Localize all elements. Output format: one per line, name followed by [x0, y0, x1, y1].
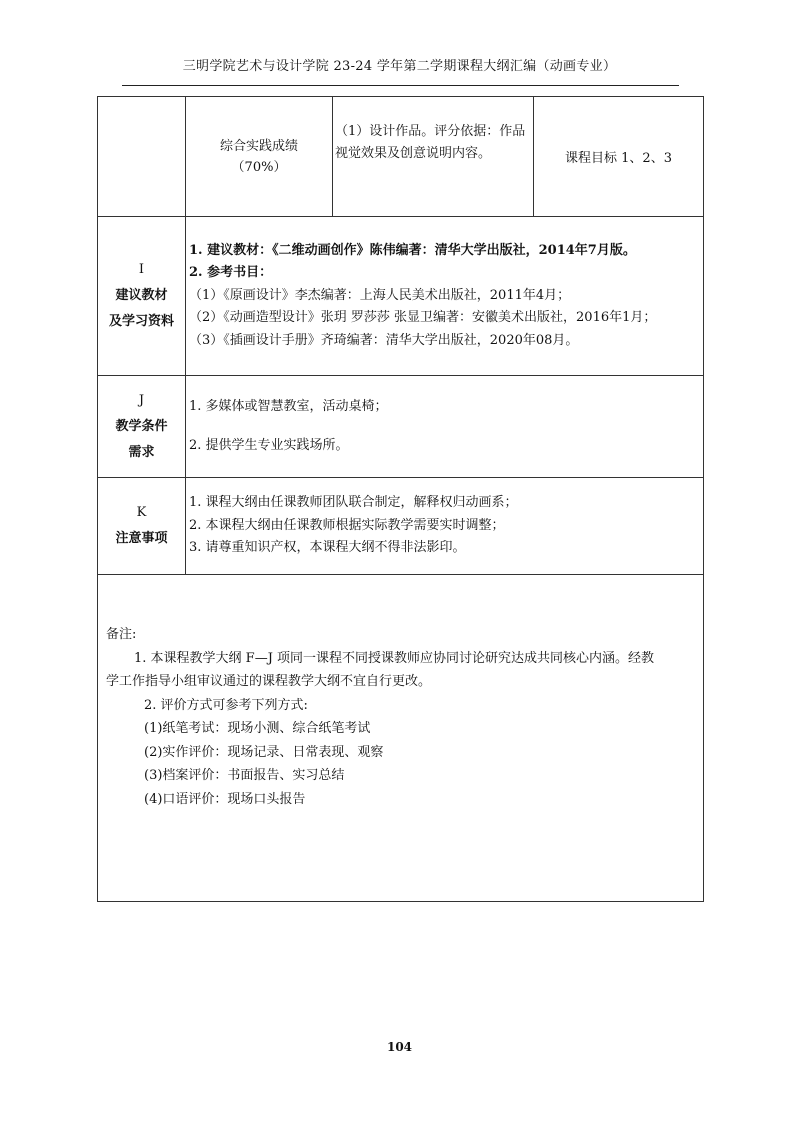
assessment-basis-line: （1）设计作品。评分依据：作品 [335, 124, 526, 139]
textbook-label-cell [98, 217, 186, 376]
section-label: 建议教材 [115, 288, 168, 303]
remarks-heading: 备注: [106, 627, 137, 642]
notice-label-cell [98, 478, 186, 575]
header-divider [122, 85, 679, 86]
section-letter: I [138, 262, 145, 277]
condition-line: 2. 提供学生专业实践场所。 [189, 437, 349, 453]
textbook-line: 1. 建议教材：《二维动画创作》陈伟编著：清华大学出版社，2014年7月版。 [189, 242, 636, 258]
conditions-content-cell [186, 376, 704, 478]
notice-line: 2. 本课程大纲由任课教师根据实际教学需要实时调整； [189, 517, 505, 533]
assessment-item-name: 综合实践成绩 [219, 138, 298, 154]
evaluation-method: (1)纸笔考试：现场小测、综合纸笔考试 [144, 721, 371, 736]
assessment-item-cell [186, 97, 333, 217]
remarks-cell [98, 575, 704, 902]
textbook-content-cell [186, 217, 704, 376]
notice-row [98, 478, 704, 575]
condition-line: 1. 多媒体或智慧教室，活动桌椅； [189, 399, 388, 414]
conditions-label-cell [98, 376, 186, 478]
assessment-row [98, 97, 704, 217]
line-spacer [189, 419, 703, 435]
notice-line: 3. 请尊重知识产权，本课程大纲不得非法影印。 [189, 540, 466, 556]
assessment-target-cell: 课程目标 1、2、3 [534, 97, 704, 217]
evaluation-method: (2)实作评价：现场记录、日常表现、观察 [144, 744, 384, 760]
reference-book-line: （2）《动画造型设计》张玥 罗莎莎 张显卫编著：安徽美术出版社，2016年1月； [189, 310, 657, 326]
assessment-basis-line: 视觉效果及创意说明内容。 [335, 146, 492, 161]
notice-line: 1. 课程大纲由任课教师团队联合制定，解释权归动画系； [189, 495, 518, 511]
page-number: 104 [386, 1040, 413, 1054]
remark-line: 2. 评价方式可参考下列方式: [144, 697, 308, 713]
evaluation-method: (4)口语评价：现场口头报告 [144, 791, 306, 807]
syllabus-table [97, 96, 704, 902]
section-label: 注意事项 [115, 531, 168, 546]
document-header-title: 三明学院艺术与设计学院 23-24 学年第二学期课程大纲汇编（动画专业） [182, 59, 617, 74]
remarks-row [98, 575, 704, 902]
section-label: 及学习资料 [108, 314, 174, 329]
textbook-line: 2. 参考书目： [189, 265, 273, 281]
notice-content-cell [186, 478, 704, 575]
evaluation-method: (3)档案评价：书面报告、实习总结 [144, 768, 345, 783]
assessment-empty-cell [98, 97, 186, 217]
section-letter: K [136, 505, 147, 520]
assessment-item-weight: （70%） [231, 159, 287, 175]
remark-line: 1. 本课程教学大纲 F—J 项同一课程不同授课教师应协同讨论研究达成共同核心内涵。经教 [134, 650, 655, 666]
section-label: 教学条件 [115, 418, 168, 434]
teaching-conditions-row [98, 376, 704, 478]
remark-line: 学工作指导小组审议通过的课程教学大纲不宜自行更改。 [106, 674, 432, 689]
textbook-row [98, 217, 704, 376]
section-label: 需求 [128, 444, 155, 460]
section-letter: J [138, 392, 145, 408]
reference-book-line: （1）《原画设计》李杰编著：上海人民美术出版社，2011年4月； [189, 287, 571, 303]
reference-book-line: （3）《插画设计手册》齐琦编著：清华大学出版社，2020年08月。 [189, 332, 579, 348]
assessment-basis-cell [333, 97, 534, 217]
